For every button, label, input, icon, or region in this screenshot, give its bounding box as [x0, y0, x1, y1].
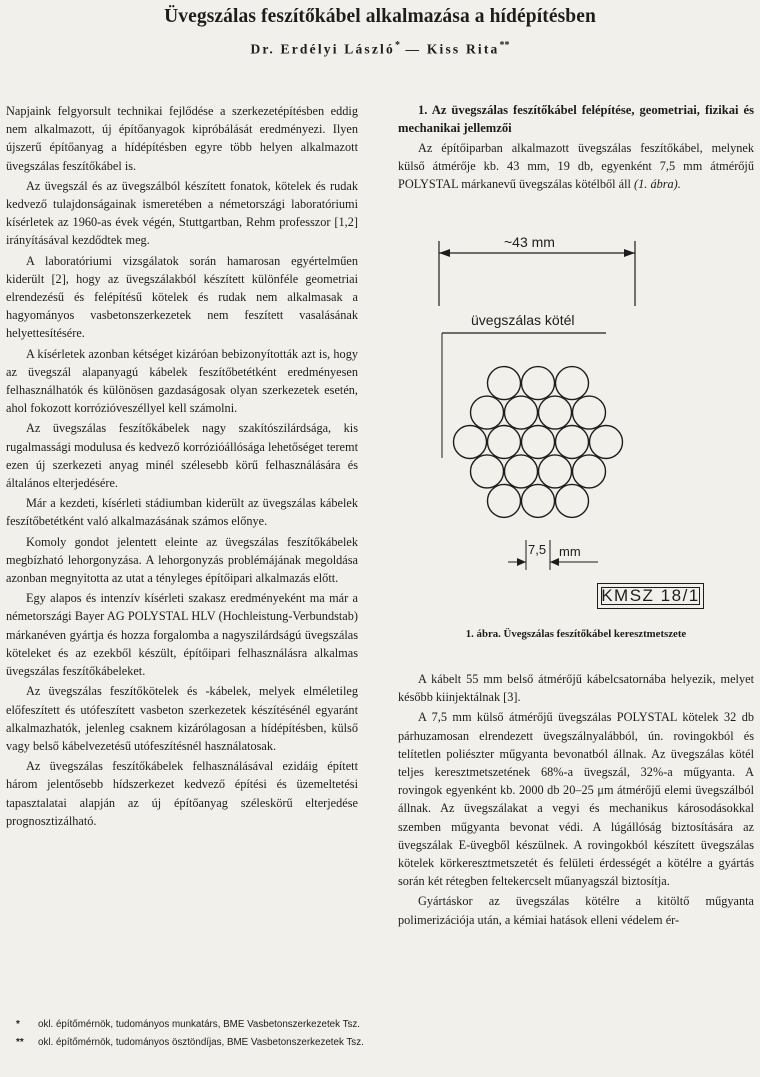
rope-label: üvegszálas kötél [471, 312, 575, 328]
authors-line [0, 40, 760, 58]
paragraph: A laboratóriumi vizsgálatok során hamarosan egyértelműen kiderült [2], hogy az üvegszálakból készített különféle geometriai elrendezésű és felépítésű kötelek és rudak nem alkalmasak a hagyományos vasbetonszerkezetek nem feszített vasalásának helyettesítésére. [6, 253, 358, 341]
rope-circle [539, 455, 572, 488]
rope-circle [471, 455, 504, 488]
rope-circle [505, 455, 538, 488]
author-2: Kiss Rita [426, 41, 500, 57]
rope-circle [556, 484, 589, 517]
rope-diameter-unit: mm [559, 544, 581, 559]
footnote-text: okl. építőmérnök, tudományos ösztöndíjas, BME Vasbetonszerkezetek Tsz. [38, 1037, 364, 1048]
rope-circle [488, 426, 521, 459]
right-column [398, 102, 754, 196]
footnote-mark: ** [16, 1037, 24, 1048]
right-column-continued [398, 670, 754, 931]
rope-circle [590, 426, 623, 459]
footnote-text: okl. építőmérnök, tudományos munkatárs, BME Vasbetonszerkezetek Tsz. [38, 1019, 360, 1030]
rope-circle [556, 367, 589, 400]
footnote-mark: * [16, 1019, 20, 1030]
rope-circle [522, 426, 555, 459]
rope-circles [454, 367, 623, 518]
figure-code-box [597, 583, 704, 609]
paragraph: Az üvegszál és az üvegszálból készített fonatok, kötelek és rudak kedvező tulajdonságainak ismeretében a németországi laboratóriumi kísérletek az 1960-as évek végén, Stuttgartban, Rehm professzor [1,2] irányításával kezdődtek meg. [6, 178, 358, 248]
left-column [6, 102, 358, 832]
footnotes [16, 1016, 416, 1052]
rope-circle [488, 484, 521, 517]
paragraph: Az üvegszálas feszítőkábelek felhasználásával ezidáig épített három jelentősebb hídszerkezet kedvező építési és üzemeltetési tapasztalatai alapján az új építőanyag széleskörű elterjedése prognosztizálható. [6, 759, 358, 828]
paragraph: Napjaink felgyorsult technikai fejlődése a szerkezetépítésben eddig nem alkalmazott, új építőanyagok kipróbálását eredményezi. Ilyen újszerű építőanyag a hídépítésben egyre több helyen alkalmazott üvegszálas feszítőkábel is. [6, 104, 358, 173]
author-2-footnote-mark: ** [499, 40, 510, 51]
paragraph: Komoly gondot jelentett eleinte az üvegszálas feszítőkábelek megbízható lehorgonyzása. A lehorgonyzás problémájának megoldása azonban megnyitotta az utat a tényleges építőipari alkalmazás előtt. [6, 534, 358, 586]
paragraph: Gyártáskor az üvegszálas kötélre a kitöltő műgyanta polimerizációja után, a kémiai hatások elleni védelem ér- [398, 894, 754, 927]
paragraph: Egy alapos és intenzív kísérleti szakasz eredményeként ma már a németországi Bayer AG POLYSTAL HLV (Hochleistung-Verbundstab) márkanéven gyártja és hozza forgalomba a nagyszilárdságú üvegszálas köteleket és az ezekből készült, építőipari felhasználásra alkalmas üvegszálas feszítőkábeleket. [6, 591, 358, 679]
figure-cable-cross-section [398, 222, 754, 662]
rope-circle [522, 484, 555, 517]
paragraph: Az üvegszálas feszítőkötelek és -kábelek, melyek elméletileg előfeszített és utófeszített vasbeton szerkezetek készítésénél egyaránt alkalmazhatók, jelenleg csaknem kizárólagosan a hídépítésben, külső vagy belső kábelvezetésű utófeszítésnél használatosak. [6, 684, 358, 753]
paragraph: A kísérletek azonban kétséget kizáróan bebizonyították azt is, hogy az üvegszál alapanyagú kábelek feszítőbetétként eredményesen felhasználhatók és különösen gazdaságosak olyan szerkezetek esetén, ahol fokozott korrózióveszéllyel kell számolni. [6, 346, 358, 416]
author-1: Dr. Erdélyi László [250, 41, 395, 57]
rope-circle [488, 367, 521, 400]
paragraph: A kábelt 55 mm belső átmérőjű kábelcsatornába helyezik, melyet később kiinjektálnak [3]. [398, 672, 754, 705]
rope-circle [556, 426, 589, 459]
rope-circle [539, 396, 572, 429]
rope-circle [454, 426, 487, 459]
paragraph: A 7,5 mm külső átmérőjű üvegszálas POLYSTAL kötelek 32 db párhuzamosan elrendezett üvegszálnyalábból, ún. rovingokból és telítetlen poliészter műgyanta bevonatból állnak. Az üvegszálas kötél teljes keresztmetszetének 68%-a üvegszál, 32%-a műgyanta. A rovingok egyenként kb. 2000 db 20–25 μm átmérőjű elemi üvegszálból állnak. Az üvegszálakat a vegyi és mechanikus károsodásokkal szemben műgyanta bevonat védi. A lúgállóság biztosítására az üvegszálak E-üvegből készülnek. A rovingokból készített üvegszálas kötelek körkeresztmetszetét és felületi érdességét a kötélre a gyártás során két rétegben feltekercselt műanyagszál biztosítja. [398, 710, 754, 889]
section-heading: 1. Az üvegszálas feszítőkábel felépítése, geometriai, fizikai és mechanikai jellemzői [398, 103, 754, 135]
article-title: Üvegszálas feszítőkábel alkalmazása a hídépítésben [164, 6, 596, 27]
rope-diameter-value: 7,5 [528, 542, 547, 557]
footnote [16, 1016, 416, 1034]
intro-text: Az építőiparban alkalmazott üvegszálas feszítőkábel, melynek külső átmérője kb. 43 mm, 19 db, egyenként 7,5 mm átmérőjű POLYSTAL márkanevű üvegszálas kötélből áll [398, 141, 754, 192]
figure-reference: (1. ábra). [634, 177, 681, 192]
rope-circle [573, 455, 606, 488]
paragraph: Az üvegszálas feszítőkábelek nagy szakítószilárdsága, kis rugalmassági modulusa és kedvező korrózióállósága lehetőséget teremt ezen új szerkezeti anyag minél szélesebb körű felhasználására és általános elterjedésére. [6, 421, 358, 491]
rope-circle [505, 396, 538, 429]
outer-diameter-label: ~43 mm [504, 234, 555, 250]
paragraph: Már a kezdeti, kísérleti stádiumban kiderült az üvegszálas kábelek feszítőbetétként való alkalmazásának számos előnye. [6, 496, 358, 529]
rope-circle [471, 396, 504, 429]
paragraph [398, 139, 754, 194]
author-separator: — [405, 41, 422, 57]
rope-circle [522, 367, 555, 400]
figure-caption: 1. ábra. Üvegszálas feszítőkábel keresztmetszete [465, 628, 687, 640]
footnote [16, 1034, 416, 1052]
figure-code: KMSZ 18/1 [601, 586, 700, 605]
author-1-footnote-mark: * [394, 40, 400, 51]
rope-circle [573, 396, 606, 429]
cable-diagram [398, 222, 754, 622]
